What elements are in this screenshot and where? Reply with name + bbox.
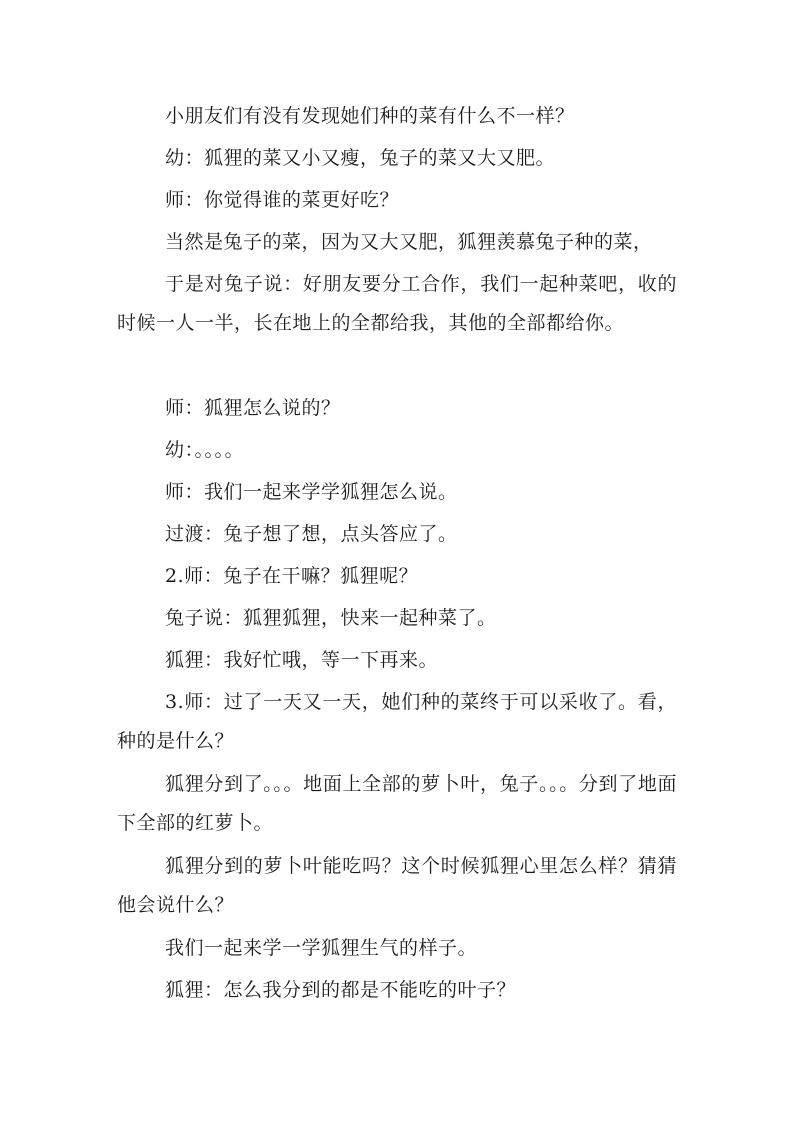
paragraph-10: 2.师：兔子在干嘛？狐狸呢？ xyxy=(165,565,419,587)
paragraph-8: 师：我们一起来学学狐狸怎么说。 xyxy=(165,481,458,503)
paragraph-7: 幼：。。。。 xyxy=(165,439,245,461)
paragraph-16: 我们一起来学一学狐狸生气的样子。 xyxy=(165,937,478,959)
paragraph-3: 师：你觉得谁的菜更好吃？ xyxy=(165,189,400,211)
paragraph-9: 过渡：兔子想了想，点头答应了。 xyxy=(165,523,458,545)
paragraph-2: 幼：狐狸的菜又小又瘦，兔子的菜又大又肥。 xyxy=(165,147,556,169)
paragraph-15: 狐狸分到的萝卜叶能吃吗？这个时候狐狸心里怎么样？猜猜他会说什么？ xyxy=(117,855,677,916)
paragraph-17: 狐狸：怎么我分到的都是不能吃的叶子？ xyxy=(165,979,517,1001)
paragraph-4: 当然是兔子的菜，因为又大又肥，狐狸羡慕兔子种的菜， xyxy=(165,231,653,253)
paragraph-14: 狐狸分到了。。。地面上全部的萝卜叶，兔子。。。分到了地面下全部的红萝卜。 xyxy=(117,773,677,834)
paragraph-13: 3.师：过了一天又一天，她们种的菜终于可以采收了。看，种的是什么？ xyxy=(117,691,677,752)
paragraph-11: 兔子说：狐狸狐狸，快来一起种菜了。 xyxy=(165,607,497,629)
paragraph-6: 师：狐狸怎么说的？ xyxy=(165,397,341,419)
paragraph-1: 小朋友们有没有发现她们种的菜有什么不一样？ xyxy=(165,105,575,127)
paragraph-5: 于是对兔子说：好朋友要分工合作，我们一起种菜吧，收的时候一人一半，长在地上的全都给我，其他的全部都给你。 xyxy=(117,273,677,334)
paragraph-12: 狐狸：我好忙哦，等一下再来。 xyxy=(165,649,439,671)
